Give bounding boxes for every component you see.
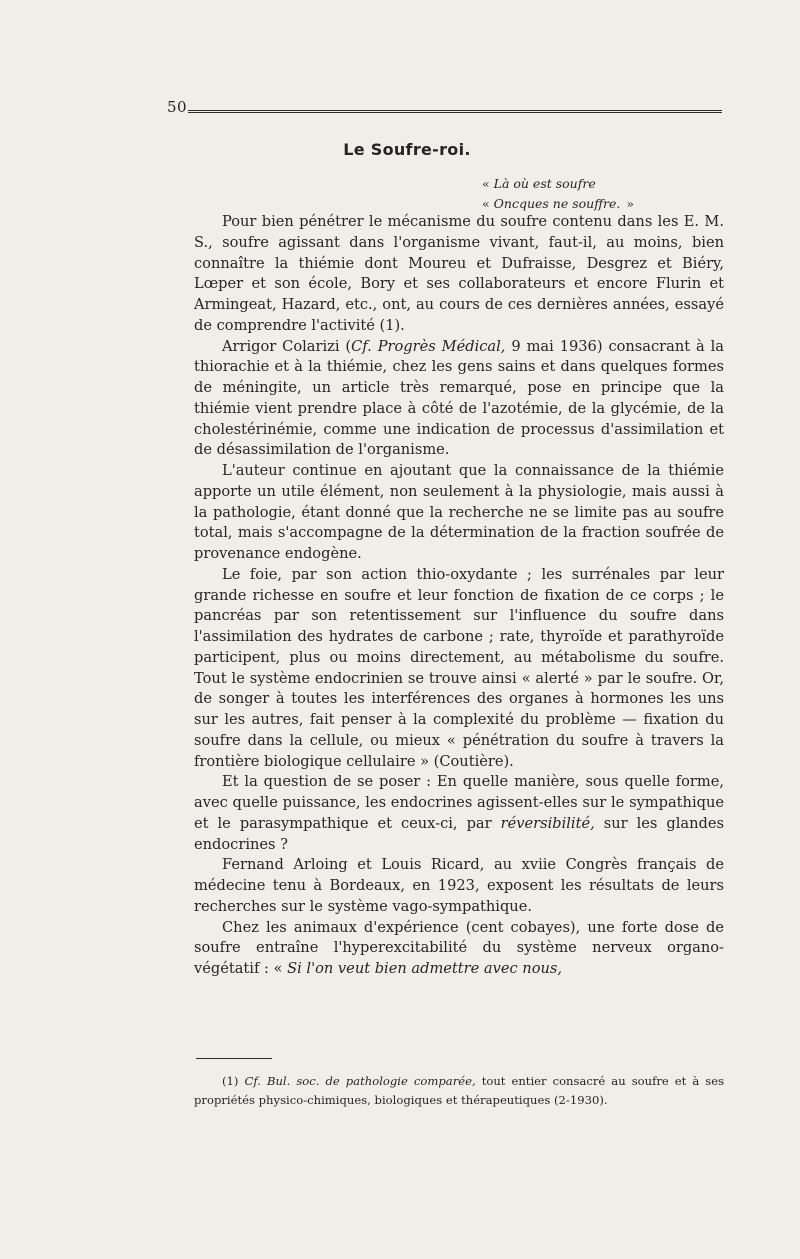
- paragraph: Le foie, par son action thio-oxydante ; les surrénales par leur grande richesse en soufre et leur fonction de fixation de ce corps ; le pancréas par son retentissement sur l'influence du soufre dans l'assimilation des hydrates de carbone ; rate, thyroïde et parathyroïde participent, plus ou moins directement, au métabolisme du soufre. Tout le système endocrinien se trouve ainsi « alerté » par le soufre. Or, de songer à toutes les interférences des organes à hormones les uns sur les autres, fait penser à la complexité du problème — fixation du soufre dans la cellule, ou mieux « pénétration du soufre à travers la frontière biologique cellulaire » (Coutière).: [194, 565, 724, 770]
- footnote: (1) Cf. Bul. soc. de pathologie comparée, tout entier consacré au soufre et à ses propriétés physico-chimiques, biologiques et thérapeutiques (2-1930).: [194, 1074, 725, 1107]
- epigraph-line-1: « Là où est soufre: [482, 176, 596, 191]
- paragraph: Arrigor Colarizi (Cf. Progrès Médical, 9 mai 1936) consacrant à la thiorachie et à la thiémie, chez les gens sains et dans quelques formes de méningite, un article très remarqué, pose en principe que la thiémie vient prendre place à côté de l'azotémie, de la glycémie, de la cholestérinémie, comme une indication de processus d'assimilation et de désassimilation de l'organisme.: [194, 337, 725, 459]
- footnote-marker: (1): [222, 1074, 239, 1088]
- epigraph-line-2: « Oncques ne souffre. »: [482, 196, 635, 211]
- footnote-source: Bul. soc. de pathologie comparée,: [266, 1074, 476, 1088]
- footnote-rule: [196, 1058, 272, 1059]
- body-text: [194, 212, 724, 980]
- paragraph: Chez les animaux d'expérience (cent cobayes), une forte dose de soufre entraîne l'hyperexcitabilité du système nerveux organo-végétatif : « Si l'on veut bien admettre avec nous,: [194, 918, 724, 977]
- paragraph: Pour bien pénétrer le mécanisme du soufre contenu dans les E. M. S., soufre agissant dans l'organisme vivant, faut-il, au moins, bien connaître la thiémie dont Moureu et Dufraisse, Desgrez et Biéry, Lœper et son école, Bory et ses collaborateurs et encore Flurin et Armingeat, Hazard, etc., ont, au cours de ces dernières années, essayé de comprendre l'activité (1).: [194, 213, 724, 334]
- paragraph: Fernand Arloing et Louis Ricard, au xviie Congrès français de médecine tenu à Bordeaux, en 1923, exposent les résultats de leurs recherches sur le système vago-sympathique.: [194, 856, 724, 915]
- header-rule: [188, 110, 722, 115]
- paragraph: L'auteur continue en ajoutant que la connaissance de la thiémie apporte un utile élément, non seulement à la physiologie, mais aussi à la pathologie, étant donné que la recherche ne se limite pas au soufre total, mais s'accompagne de la détermination de la fraction soufrée de provenance endogène.: [194, 462, 724, 562]
- chapter-title: Le Soufre-roi.: [343, 140, 471, 159]
- paragraph: Et la question de se poser : En quelle manière, sous quelle forme, avec quelle puissance, les endocrines agissent-elles sur le sympathique et le parasympathique et ceux-ci, par réversibilité, sur les glandes endocrines ?: [194, 773, 724, 853]
- epigraph: [482, 174, 634, 214]
- footnote-text: tout entier consacré au soufre et à ses propriétés physico-chimiques, biologiques et thérapeutiques (2-1930).: [194, 1074, 725, 1107]
- page-number: 50: [167, 98, 188, 116]
